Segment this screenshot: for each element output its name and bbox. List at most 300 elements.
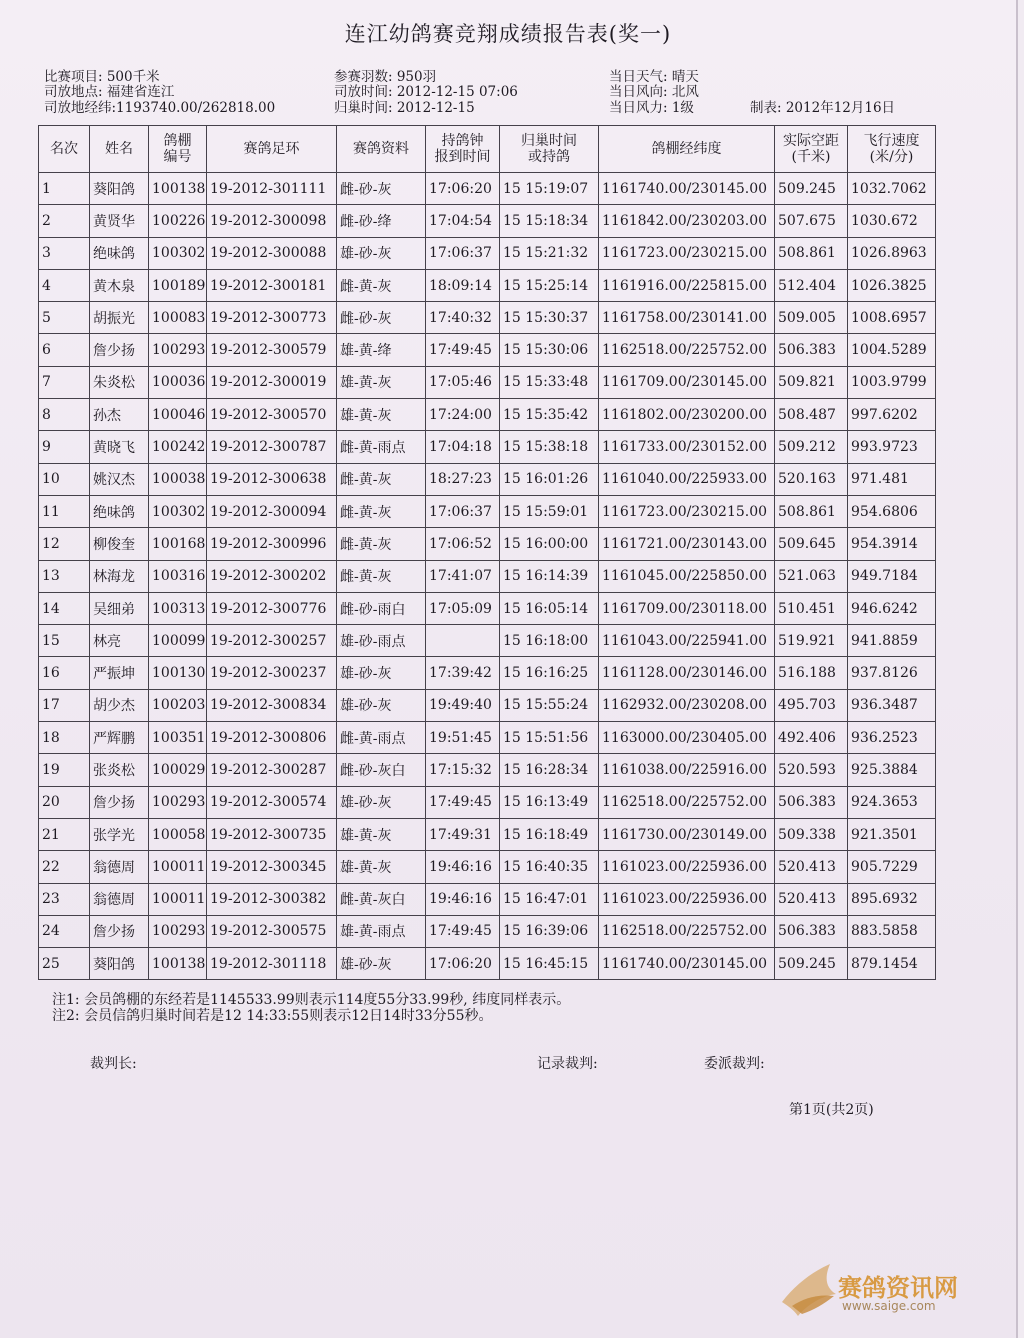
cell-ring: 19-2012-300094 [207,495,337,527]
cell-loft-coords: 1161723.00/230215.00 [599,237,775,269]
table-row [39,851,936,883]
cell-return-time: 15 15:33:48 [500,366,599,398]
cell-clock-time: 17:06:20 [426,173,500,205]
cell-loft-id: 100011 [149,851,207,883]
cell-rank: 24 [39,915,90,947]
cell-rank: 10 [39,463,90,495]
table-row [39,560,936,592]
cell-name: 詹少扬 [90,334,149,366]
cell-clock-time: 17:49:45 [426,915,500,947]
cell-rank: 11 [39,495,90,527]
cell-return-time: 15 15:19:07 [500,173,599,205]
cell-speed: 1008.6957 [848,302,936,334]
cell-name: 姚汉杰 [90,463,149,495]
table-row [39,657,936,689]
cell-loft-id: 100099 [149,625,207,657]
cell-loft-coords: 1161733.00/230152.00 [599,431,775,463]
col-name: 姓名 [90,126,149,173]
cell-loft-coords: 1161709.00/230145.00 [599,366,775,398]
cell-rank: 7 [39,366,90,398]
cell-clock-time: 19:46:16 [426,883,500,915]
table-row [39,722,936,754]
table-row [39,883,936,915]
cell-return-time: 15 16:18:00 [500,625,599,657]
cell-rank: 8 [39,399,90,431]
cell-speed: 895.6932 [848,883,936,915]
cell-rank: 1 [39,173,90,205]
cell-loft-id: 100189 [149,269,207,301]
cell-bird-info: 雌-砂-绛 [337,205,426,237]
cell-name: 严振坤 [90,657,149,689]
table-header-row [39,126,936,173]
cell-loft-id: 100011 [149,883,207,915]
cell-loft-id: 100046 [149,399,207,431]
cell-distance: 506.383 [775,786,848,818]
cell-ring: 19-2012-300237 [207,657,337,689]
watermark-url: www.saige.com [842,1299,936,1313]
cell-loft-coords: 1161040.00/225933.00 [599,463,775,495]
cell-return-time: 15 16:00:00 [500,528,599,560]
cell-ring: 19-2012-300735 [207,818,337,850]
table-row [39,463,936,495]
cell-speed: 937.8126 [848,657,936,689]
cell-distance: 519.921 [775,625,848,657]
cell-loft-id: 100351 [149,722,207,754]
col-loft-id: 鸽棚 编号 [149,126,207,173]
cell-speed: 936.2523 [848,722,936,754]
cell-loft-coords: 1162518.00/225752.00 [599,786,775,818]
table-row [39,625,936,657]
cell-distance: 509.338 [775,818,848,850]
cell-loft-id: 100242 [149,431,207,463]
cell-return-time: 15 15:51:56 [500,722,599,754]
cell-return-time: 15 15:21:32 [500,237,599,269]
cell-distance: 520.593 [775,754,848,786]
cell-distance: 520.413 [775,851,848,883]
note-1: 注1: 会员鸽棚的东经若是1145533.99则表示114度55分33.99秒, 纬度同样表示。 [52,992,571,1008]
cell-distance: 512.404 [775,269,848,301]
cell-speed: 997.6202 [848,399,936,431]
cell-bird-info: 雄-砂-灰 [337,689,426,721]
watermark-text: 赛鸽资讯网 [838,1274,958,1302]
cell-name: 葵阳鸽 [90,948,149,980]
cell-loft-id: 100293 [149,915,207,947]
cell-distance: 506.383 [775,915,848,947]
cell-loft-coords: 1162932.00/230208.00 [599,689,775,721]
cell-name: 黄木泉 [90,269,149,301]
weather: 当日天气: 晴天 [609,69,699,85]
cell-return-time: 15 15:30:37 [500,302,599,334]
cell-speed: 1003.9799 [848,366,936,398]
cell-bird-info: 雌-黄-灰白 [337,883,426,915]
table-row [39,237,936,269]
cell-speed: 1026.8963 [848,237,936,269]
cell-loft-coords: 1162518.00/225752.00 [599,915,775,947]
cell-ring: 19-2012-300996 [207,528,337,560]
cell-bird-info: 雌-砂-灰 [337,302,426,334]
cell-return-time: 15 16:16:25 [500,657,599,689]
cell-name: 胡振光 [90,302,149,334]
cell-distance: 508.487 [775,399,848,431]
cell-distance: 506.383 [775,334,848,366]
cell-loft-coords: 1161723.00/230215.00 [599,495,775,527]
cell-clock-time: 19:51:45 [426,722,500,754]
cell-bird-info: 雌-砂-雨白 [337,592,426,624]
cell-speed: 1030.672 [848,205,936,237]
cell-bird-info: 雌-黄-灰 [337,269,426,301]
cell-rank: 21 [39,818,90,850]
cell-clock-time [426,625,500,657]
cell-bird-info: 雄-黄-雨点 [337,915,426,947]
cell-clock-time: 18:09:14 [426,269,500,301]
cell-loft-coords: 1161740.00/230145.00 [599,948,775,980]
cell-loft-coords: 1162518.00/225752.00 [599,334,775,366]
col-bird-info: 赛鸽资料 [337,126,426,173]
cell-speed: 879.1454 [848,948,936,980]
cell-bird-info: 雄-黄-绛 [337,334,426,366]
table-row [39,592,936,624]
cell-name: 林亮 [90,625,149,657]
cell-loft-id: 100203 [149,689,207,721]
table-row [39,754,936,786]
report-title: 连江幼鸽赛竞翔成绩报告表(奖一) [344,22,672,46]
table-row [39,495,936,527]
results-table [38,125,936,980]
cell-bird-info: 雌-黄-灰 [337,560,426,592]
cell-distance: 516.188 [775,657,848,689]
cell-return-time: 15 16:14:39 [500,560,599,592]
cell-clock-time: 17:40:32 [426,302,500,334]
cell-loft-coords: 1161043.00/225941.00 [599,625,775,657]
cell-distance: 508.861 [775,495,848,527]
cell-ring: 19-2012-300579 [207,334,337,366]
cell-rank: 12 [39,528,90,560]
cell-bird-info: 雄-黄-灰 [337,366,426,398]
cell-rank: 6 [39,334,90,366]
cell-loft-coords: 1161730.00/230149.00 [599,818,775,850]
cell-speed: 921.3501 [848,818,936,850]
table-row [39,786,936,818]
cell-clock-time: 17:04:54 [426,205,500,237]
cell-distance: 510.451 [775,592,848,624]
cell-ring: 19-2012-300574 [207,786,337,818]
table-row [39,818,936,850]
cell-return-time: 15 16:18:49 [500,818,599,850]
col-rank: 名次 [39,126,90,173]
cell-loft-coords: 1161023.00/225936.00 [599,883,775,915]
cell-name: 詹少扬 [90,786,149,818]
cell-clock-time: 18:27:23 [426,463,500,495]
entries-count: 参赛羽数: 950羽 [334,69,437,85]
cell-loft-id: 100293 [149,334,207,366]
cell-clock-time: 17:24:00 [426,399,500,431]
cell-distance: 509.245 [775,173,848,205]
cell-name: 胡少杰 [90,689,149,721]
cell-ring: 19-2012-300345 [207,851,337,883]
cell-name: 吴细弟 [90,592,149,624]
release-place: 司放地点: 福建省连江 [44,84,175,100]
cell-rank: 18 [39,722,90,754]
cell-ring: 19-2012-300181 [207,269,337,301]
cell-loft-id: 100029 [149,754,207,786]
cell-distance: 520.163 [775,463,848,495]
col-speed: 飞行速度 (米/分) [848,126,936,173]
cell-return-time: 15 16:47:01 [500,883,599,915]
cell-bird-info: 雄-砂-灰 [337,657,426,689]
cell-ring: 19-2012-300806 [207,722,337,754]
cell-speed: 993.9723 [848,431,936,463]
cell-bird-info: 雌-黄-灰 [337,463,426,495]
cell-bird-info: 雌-黄-雨点 [337,722,426,754]
cell-speed: 905.7229 [848,851,936,883]
cell-ring: 19-2012-300773 [207,302,337,334]
cell-bird-info: 雌-黄-雨点 [337,431,426,463]
cell-ring: 19-2012-300382 [207,883,337,915]
cell-ring: 19-2012-300575 [207,915,337,947]
table-row [39,528,936,560]
col-clock-time: 持鸽钟 报到时间 [426,126,500,173]
cell-rank: 14 [39,592,90,624]
cell-clock-time: 17:49:45 [426,334,500,366]
cell-rank: 22 [39,851,90,883]
cell-clock-time: 17:41:07 [426,560,500,592]
cell-bird-info: 雌-砂-灰 [337,173,426,205]
cell-name: 张炎松 [90,754,149,786]
cell-ring: 19-2012-301118 [207,948,337,980]
cell-bird-info: 雄-黄-灰 [337,399,426,431]
cell-return-time: 15 16:28:34 [500,754,599,786]
cell-ring: 19-2012-301111 [207,173,337,205]
cell-distance: 509.212 [775,431,848,463]
cell-clock-time: 19:46:16 [426,851,500,883]
cell-return-time: 15 16:45:15 [500,948,599,980]
cell-loft-coords: 1161802.00/230200.00 [599,399,775,431]
cell-name: 黄晓飞 [90,431,149,463]
cell-ring: 19-2012-300787 [207,431,337,463]
cell-ring: 19-2012-300834 [207,689,337,721]
cell-distance: 520.413 [775,883,848,915]
cell-name: 黄贤华 [90,205,149,237]
cell-rank: 20 [39,786,90,818]
cell-ring: 19-2012-300570 [207,399,337,431]
cell-rank: 3 [39,237,90,269]
cell-distance: 509.245 [775,948,848,980]
table-row [39,269,936,301]
cell-name: 柳俊奎 [90,528,149,560]
cell-loft-id: 100130 [149,657,207,689]
cell-distance: 509.645 [775,528,848,560]
cell-speed: 925.3884 [848,754,936,786]
cell-rank: 5 [39,302,90,334]
cell-clock-time: 17:15:32 [426,754,500,786]
cell-clock-time: 17:06:37 [426,237,500,269]
cell-clock-time: 19:49:40 [426,689,500,721]
cell-rank: 13 [39,560,90,592]
cell-rank: 2 [39,205,90,237]
cell-name: 詹少扬 [90,915,149,947]
cell-return-time: 15 15:30:06 [500,334,599,366]
cell-return-time: 15 15:25:14 [500,269,599,301]
cell-name: 朱炎松 [90,366,149,398]
cell-distance: 509.821 [775,366,848,398]
cell-clock-time: 17:06:52 [426,528,500,560]
col-distance: 实际空距 (千米) [775,126,848,173]
cell-distance: 492.406 [775,722,848,754]
cell-speed: 949.7184 [848,560,936,592]
cell-speed: 954.3914 [848,528,936,560]
cell-rank: 4 [39,269,90,301]
cell-speed: 936.3487 [848,689,936,721]
cell-return-time: 15 15:55:24 [500,689,599,721]
cell-rank: 19 [39,754,90,786]
cell-ring: 19-2012-300257 [207,625,337,657]
cell-rank: 25 [39,948,90,980]
cell-speed: 883.5858 [848,915,936,947]
cell-loft-coords: 1161758.00/230141.00 [599,302,775,334]
cell-ring: 19-2012-300098 [207,205,337,237]
cell-bird-info: 雄-黄-灰 [337,818,426,850]
cell-clock-time: 17:05:09 [426,592,500,624]
cell-speed: 971.481 [848,463,936,495]
page-number: 第1页(共2页) [789,1102,874,1118]
cell-distance: 521.063 [775,560,848,592]
cell-bird-info: 雄-黄-灰 [337,851,426,883]
cell-name: 葵阳鸽 [90,173,149,205]
table-row [39,173,936,205]
cell-loft-id: 100316 [149,560,207,592]
cell-return-time: 15 16:13:49 [500,786,599,818]
cell-loft-coords: 1161045.00/225850.00 [599,560,775,592]
cell-loft-coords: 1161842.00/230203.00 [599,205,775,237]
cell-loft-coords: 1161740.00/230145.00 [599,173,775,205]
recorder-referee-label: 记录裁判: [537,1056,598,1072]
col-loft-coords: 鸽棚经纬度 [599,126,775,173]
cell-clock-time: 17:06:20 [426,948,500,980]
cell-name: 翁德周 [90,883,149,915]
table-row [39,948,936,980]
cell-rank: 17 [39,689,90,721]
cell-loft-id: 100302 [149,495,207,527]
cell-clock-time: 17:39:42 [426,657,500,689]
cell-loft-id: 100038 [149,463,207,495]
cell-name: 林海龙 [90,560,149,592]
cell-return-time: 15 16:39:06 [500,915,599,947]
cell-clock-time: 17:04:18 [426,431,500,463]
cell-return-time: 15 15:18:34 [500,205,599,237]
event-info: 比赛项目: 500千米 [44,69,160,85]
cell-return-time: 15 16:40:35 [500,851,599,883]
cell-distance: 495.703 [775,689,848,721]
cell-return-time: 15 15:59:01 [500,495,599,527]
table-row [39,334,936,366]
cell-loft-id: 100036 [149,366,207,398]
cell-ring: 19-2012-300776 [207,592,337,624]
cell-loft-coords: 1161709.00/230118.00 [599,592,775,624]
cell-bird-info: 雌-砂-灰白 [337,754,426,786]
cell-name: 绝味鸽 [90,495,149,527]
col-ring: 赛鸽足环 [207,126,337,173]
cell-distance: 507.675 [775,205,848,237]
table-row [39,205,936,237]
cell-rank: 15 [39,625,90,657]
cell-bird-info: 雄-砂-灰 [337,237,426,269]
table-row [39,399,936,431]
col-return-time: 归巢时间 或持鸽 [500,126,599,173]
cell-loft-id: 100302 [149,237,207,269]
cell-name: 翁德周 [90,851,149,883]
delegate-referee-label: 委派裁判: [704,1056,765,1072]
cell-speed: 924.3653 [848,786,936,818]
release-time: 司放时间: 2012-12-15 07:06 [334,84,518,100]
cell-loft-coords: 1163000.00/230405.00 [599,722,775,754]
cell-rank: 16 [39,657,90,689]
cell-speed: 1026.3825 [848,269,936,301]
cell-speed: 941.8859 [848,625,936,657]
cell-return-time: 15 16:05:14 [500,592,599,624]
cell-loft-coords: 1161038.00/225916.00 [599,754,775,786]
cell-ring: 19-2012-300019 [207,366,337,398]
cell-rank: 9 [39,431,90,463]
release-coords: 司放地经纬:1193740.00/262818.00 [44,100,276,116]
cell-speed: 1004.5289 [848,334,936,366]
cell-name: 孙杰 [90,399,149,431]
cell-distance: 509.005 [775,302,848,334]
cell-name: 张学光 [90,818,149,850]
cell-clock-time: 17:49:31 [426,818,500,850]
cell-loft-coords: 1161916.00/225815.00 [599,269,775,301]
cell-loft-id: 100138 [149,948,207,980]
cell-speed: 946.6242 [848,592,936,624]
cell-loft-coords: 1161721.00/230143.00 [599,528,775,560]
cell-loft-id: 100058 [149,818,207,850]
table-row [39,366,936,398]
results-body [39,173,936,980]
made-date: 制表: 2012年12月16日 [750,100,896,116]
cell-loft-coords: 1161128.00/230146.00 [599,657,775,689]
cell-loft-id: 100226 [149,205,207,237]
table-row [39,302,936,334]
return-time: 归巢时间: 2012-12-15 [334,100,475,116]
cell-speed: 954.6806 [848,495,936,527]
cell-loft-id: 100168 [149,528,207,560]
wind-force: 当日风力: 1级 [609,100,694,116]
note-2: 注2: 会员信鸽归巢时间若是12 14:33:55则表示12日14时33分55秒。 [52,1008,493,1024]
cell-loft-id: 100313 [149,592,207,624]
cell-rank: 23 [39,883,90,915]
cell-distance: 508.861 [775,237,848,269]
cell-ring: 19-2012-300088 [207,237,337,269]
cell-ring: 19-2012-300287 [207,754,337,786]
cell-clock-time: 17:05:46 [426,366,500,398]
cell-ring: 19-2012-300638 [207,463,337,495]
cell-loft-id: 100138 [149,173,207,205]
cell-name: 绝味鸽 [90,237,149,269]
table-row [39,915,936,947]
cell-loft-coords: 1161023.00/225936.00 [599,851,775,883]
cell-loft-id: 100293 [149,786,207,818]
cell-clock-time: 17:49:45 [426,786,500,818]
table-row [39,689,936,721]
cell-ring: 19-2012-300202 [207,560,337,592]
cell-loft-id: 100083 [149,302,207,334]
cell-return-time: 15 16:01:26 [500,463,599,495]
cell-bird-info: 雌-黄-灰 [337,495,426,527]
cell-speed: 1032.7062 [848,173,936,205]
chief-referee-label: 裁判长: [90,1056,137,1072]
table-row [39,431,936,463]
cell-bird-info: 雌-黄-灰 [337,528,426,560]
cell-bird-info: 雄-砂-灰 [337,948,426,980]
